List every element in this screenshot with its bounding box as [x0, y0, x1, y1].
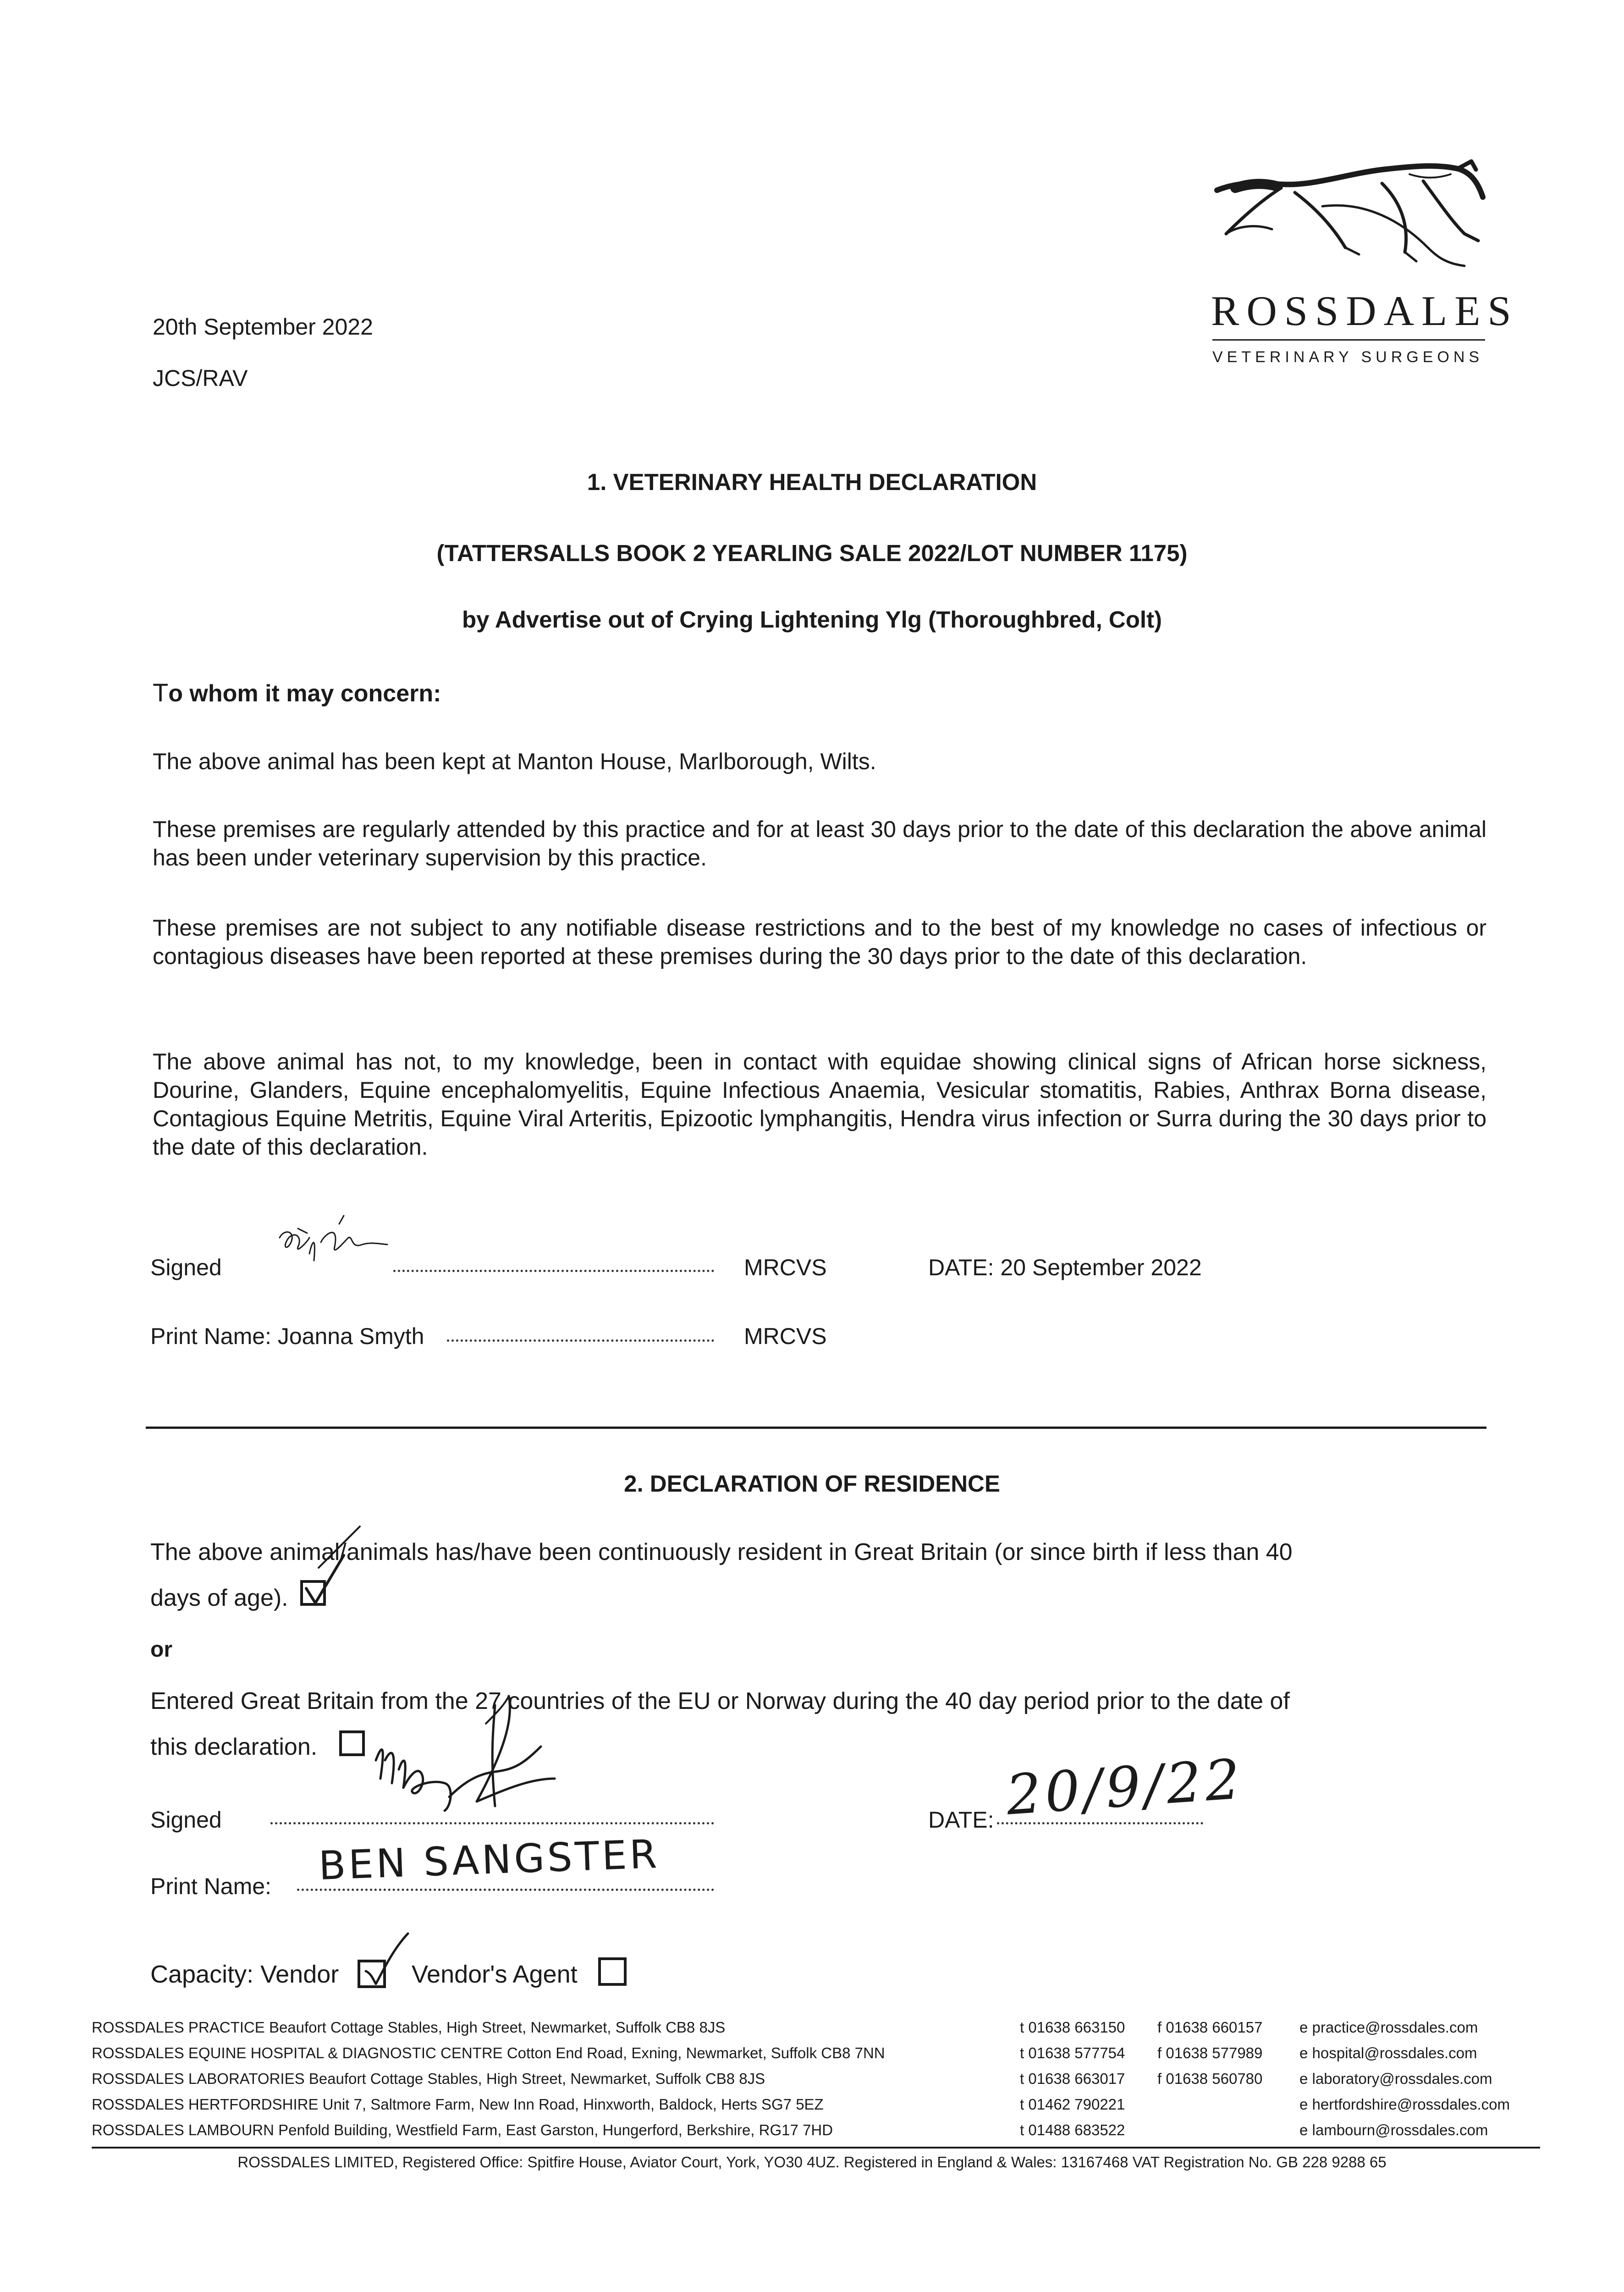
logo-subtitle: VETERINARY SURGEONS — [1212, 348, 1484, 366]
footer-email[interactable]: e hospital@rossdales.com — [1299, 2044, 1477, 2061]
animal-description: by Advertise out of Crying Lightening Ylg (Thoroughbred, Colt) — [462, 606, 1162, 633]
footer-address: Unit 7, Saltmore Farm, New Inn Road, Hinxworth, Baldock, Herts SG7 5EZ — [322, 2096, 824, 2113]
handwritten-date: 20/9/22 — [1004, 1747, 1246, 1828]
section-divider — [146, 1427, 1486, 1429]
residence-line1: The above animal/animals has/have been continuously resident in Great Britain (or since birth if less than 40 — [150, 1539, 1293, 1565]
footer-row-practice — [92, 2019, 725, 2036]
footer-address: Penfold Building, Westfield Farm, East Garston, Hungerford, Berkshire, RG17 7HD — [278, 2121, 833, 2138]
vet-signature — [270, 1210, 394, 1279]
footer-row-hertfordshire — [92, 2096, 824, 2113]
footer-tel: t 01638 663150 — [1020, 2019, 1125, 2036]
paragraph-supervision: These premises are regularly attended by this practice and for at least 30 days prior to the date of this declaration the above animal has been under veterinary supervision by this practice. — [153, 816, 1486, 871]
footer-email[interactable]: e hertfordshire@rossdales.com — [1299, 2096, 1510, 2113]
logo-rule — [1212, 339, 1485, 341]
salutation-text: o whom it may concern: — [168, 680, 441, 707]
resident-check-icon — [298, 1552, 348, 1607]
reference: JCS/RAV — [153, 365, 248, 391]
letter-date: 20th September 2022 — [153, 314, 373, 340]
vendor-signature — [358, 1687, 596, 1838]
agent-checkbox[interactable] — [598, 1957, 627, 1986]
vet-mrcvs: MRCVS — [744, 1255, 827, 1280]
footer-tel: t 01462 790221 — [1020, 2096, 1125, 2113]
paragraph-kept: The above animal has been kept at Manton House, Marlborough, Wilts. — [153, 749, 876, 774]
salutation — [153, 678, 441, 707]
section2-title: 2. DECLARATION OF RESIDENCE — [624, 1471, 1000, 1497]
section1-subtitle: (TATTERSALLS BOOK 2 YEARLING SALE 2022/LOT NUMBER 1175) — [436, 540, 1188, 566]
or-label: or — [150, 1637, 172, 1662]
footer-address: Beaufort Cottage Stables, High Street, Newmarket, Suffolk CB8 8JS — [308, 2070, 765, 2087]
rossdales-logo — [1201, 156, 1519, 371]
footer-row-hospital — [92, 2044, 885, 2062]
footer-name: ROSSDALES LABORATORIES — [92, 2070, 305, 2087]
footer-fax: f 01638 577989 — [1157, 2044, 1263, 2061]
vendor-print-name-dots — [297, 1889, 714, 1891]
footer-registered: ROSSDALES LIMITED, Registered Office: Spitfire House, Aviator Court, York, YO30 4UZ. Registered in England & Wales: 13167468 VAT Registration No. GB 228 9288 65 — [237, 2154, 1387, 2171]
agent-label: Vendor's Agent — [412, 1961, 578, 1988]
vet-print-name-dots — [447, 1339, 714, 1342]
salutation-initial: T — [153, 678, 169, 707]
vet-signature-dots — [393, 1270, 714, 1272]
footer-email[interactable]: e practice@rossdales.com — [1299, 2019, 1478, 2036]
logo-name: ROSSDALES — [1211, 287, 1519, 334]
entered-line1: Entered Great Britain from the 27 countries of the EU or Norway during the 40 day period prior to the date of — [150, 1688, 1290, 1714]
vendor-print-name-label: Print Name: — [150, 1873, 271, 1899]
footer-address: Cotton End Road, Exning, Newmarket, Suffolk CB8 7NN — [506, 2044, 885, 2061]
footer-tel: t 01638 577754 — [1020, 2044, 1125, 2061]
footer-name: ROSSDALES LAMBOURN — [92, 2121, 274, 2138]
paragraph-restrictions: These premises are not subject to any notifiable disease restrictions and to the best of my knowledge no cases of infectious or contagious diseases have been reported at these premises during the 30 days prior to the date of this declaration. — [153, 915, 1486, 969]
footer-fax: f 01638 560780 — [1157, 2070, 1263, 2087]
footer-divider — [92, 2147, 1540, 2149]
horse-logo-icon — [1208, 156, 1492, 275]
footer-row-lambourn — [92, 2121, 833, 2139]
entered-line2: this declaration. — [150, 1734, 318, 1760]
vet-date: DATE: 20 September 2022 — [928, 1255, 1202, 1280]
footer-name: ROSSDALES EQUINE HOSPITAL & DIAGNOSTIC CENTRE — [92, 2044, 503, 2061]
vet-signed-label: Signed — [150, 1255, 222, 1280]
section1-title: 1. VETERINARY HEALTH DECLARATION — [587, 469, 1037, 495]
footer-address: Beaufort Cottage Stables, High Street, Newmarket, Suffolk CB8 8JS — [269, 2019, 726, 2036]
footer-name: ROSSDALES PRACTICE — [92, 2019, 265, 2036]
footer-tel: t 01488 683522 — [1020, 2121, 1125, 2138]
vet-print-mrcvs: MRCVS — [744, 1323, 827, 1349]
footer-row-laboratories — [92, 2070, 765, 2088]
paragraph-contact: The above animal has not, to my knowledge, been in contact with equidae showing clinical signs of African horse sickness, Dourine, Glanders, Equine encephalomyelitis, Equine Infectious Anaemia, Vesicular stomatitis, Rabies, Anthrax Borna disease, Contagious Equine Metritis, Equine Viral Arteritis, Epizootic lymphangitis, Hendra virus infection or Surra during the 30 days prior to the date of this declaration. — [153, 1049, 1486, 1160]
footer-name: ROSSDALES HERTFORDSHIRE — [92, 2096, 319, 2113]
vendor-signed-label: Signed — [150, 1807, 222, 1833]
footer-email[interactable]: e lambourn@rossdales.com — [1299, 2121, 1488, 2138]
residence-line2: days of age). — [150, 1585, 288, 1611]
handwritten-name: BEN SANGSTER — [318, 1831, 661, 1889]
footer-fax: f 01638 660157 — [1157, 2019, 1263, 2036]
vendor-date-label: DATE: — [928, 1807, 994, 1833]
vet-print-name: Print Name: Joanna Smyth — [150, 1323, 424, 1349]
capacity-vendor-label: Capacity: Vendor — [150, 1961, 339, 1988]
footer-email[interactable]: e laboratory@rossdales.com — [1299, 2070, 1492, 2087]
vendor-check-icon — [358, 1930, 413, 1985]
footer-tel: t 01638 663017 — [1020, 2070, 1125, 2087]
